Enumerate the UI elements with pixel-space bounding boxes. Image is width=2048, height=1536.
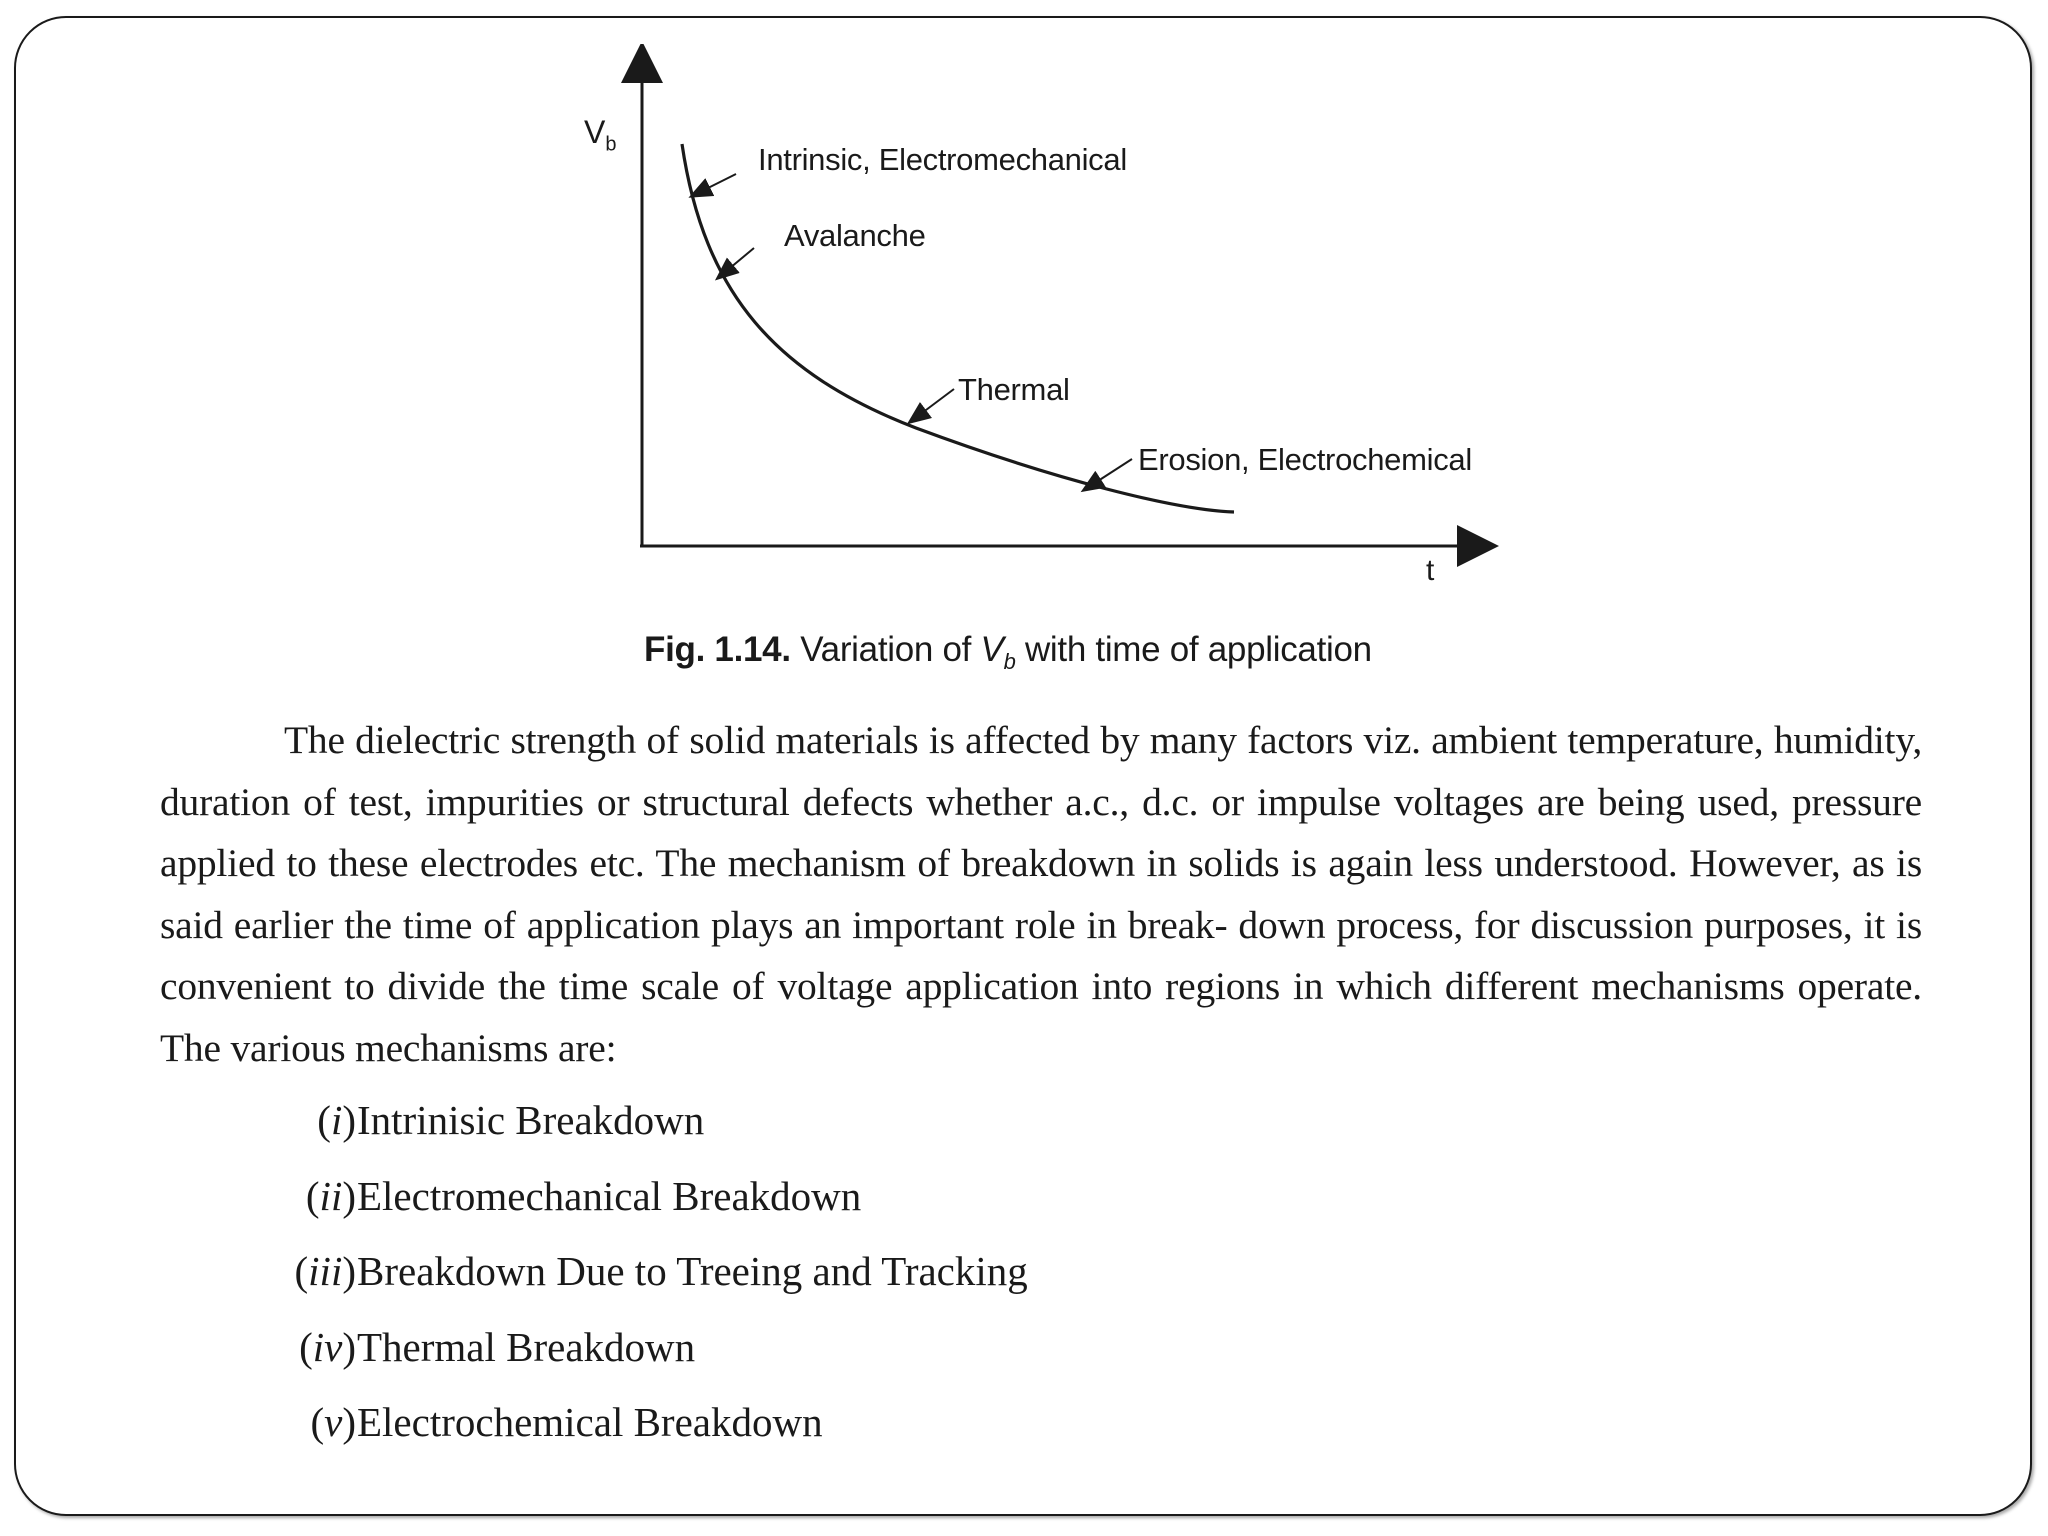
annotation-erosion: Erosion, Electrochemical xyxy=(1138,442,1472,477)
list-numeral: (v) xyxy=(310,1399,356,1445)
breakdown-voltage-figure xyxy=(536,44,1536,604)
list-item xyxy=(16,1391,1416,1467)
annotation-thermal: Thermal xyxy=(958,372,1070,407)
list-item-text: Electromechanical Breakdown xyxy=(357,1172,862,1219)
annotation-intrinsic: Intrinsic, Electromechanical xyxy=(758,142,1127,177)
figure-graphic xyxy=(536,44,1536,604)
slide-frame xyxy=(14,16,2032,1516)
caption-text-after: with time of application xyxy=(1024,630,1372,669)
caption-text-before: Variation of xyxy=(800,630,972,669)
list-numeral: (ii) xyxy=(305,1172,356,1219)
list-item-text: Breakdown Due to Treeing and Tracking xyxy=(357,1248,1028,1294)
mechanisms-list xyxy=(16,1089,1416,1467)
arrow-erosion xyxy=(1084,459,1132,490)
list-item xyxy=(16,1316,1416,1392)
figure-caption xyxy=(644,630,1372,675)
list-item xyxy=(16,1089,1416,1165)
list-item xyxy=(16,1240,1416,1316)
arrow-avalanche xyxy=(718,248,754,278)
list-numeral: (i) xyxy=(317,1097,356,1143)
list-numeral: (iv) xyxy=(299,1323,356,1370)
list-item-text: Thermal Breakdown xyxy=(357,1323,696,1370)
arrow-thermal xyxy=(910,389,954,422)
caption-figure-number: Fig. 1.14. xyxy=(644,630,791,669)
list-item xyxy=(16,1165,1416,1241)
arrow-intrinsic xyxy=(692,174,736,196)
body-paragraph: The dielectric strength of solid materials is affected by many factors viz. ambient temperature, humidity, duration of test, impurities or structural defects whether a.c., d.c. or impulse voltages are being used, pressure applied to these electrodes etc. The mechanism of breakdown in solids is again less understood. However, as is said earlier the time of application plays an important role in break- down process, for discussion purposes, it is convenient to divide the time scale of voltage application into regions in which different mechanisms operate. The various mechanisms are: xyxy=(160,718,1922,1070)
list-item-text: Electrochemical Breakdown xyxy=(357,1399,823,1445)
list-item-text: Intrinisic Breakdown xyxy=(357,1097,705,1143)
annotation-avalanche: Avalanche xyxy=(784,218,926,253)
list-numeral: (iii) xyxy=(294,1248,356,1294)
caption-symbol: $V_b$ xyxy=(980,630,1016,674)
x-axis-label: t xyxy=(1426,554,1435,587)
y-axis-label: $V_b$ xyxy=(584,114,617,156)
